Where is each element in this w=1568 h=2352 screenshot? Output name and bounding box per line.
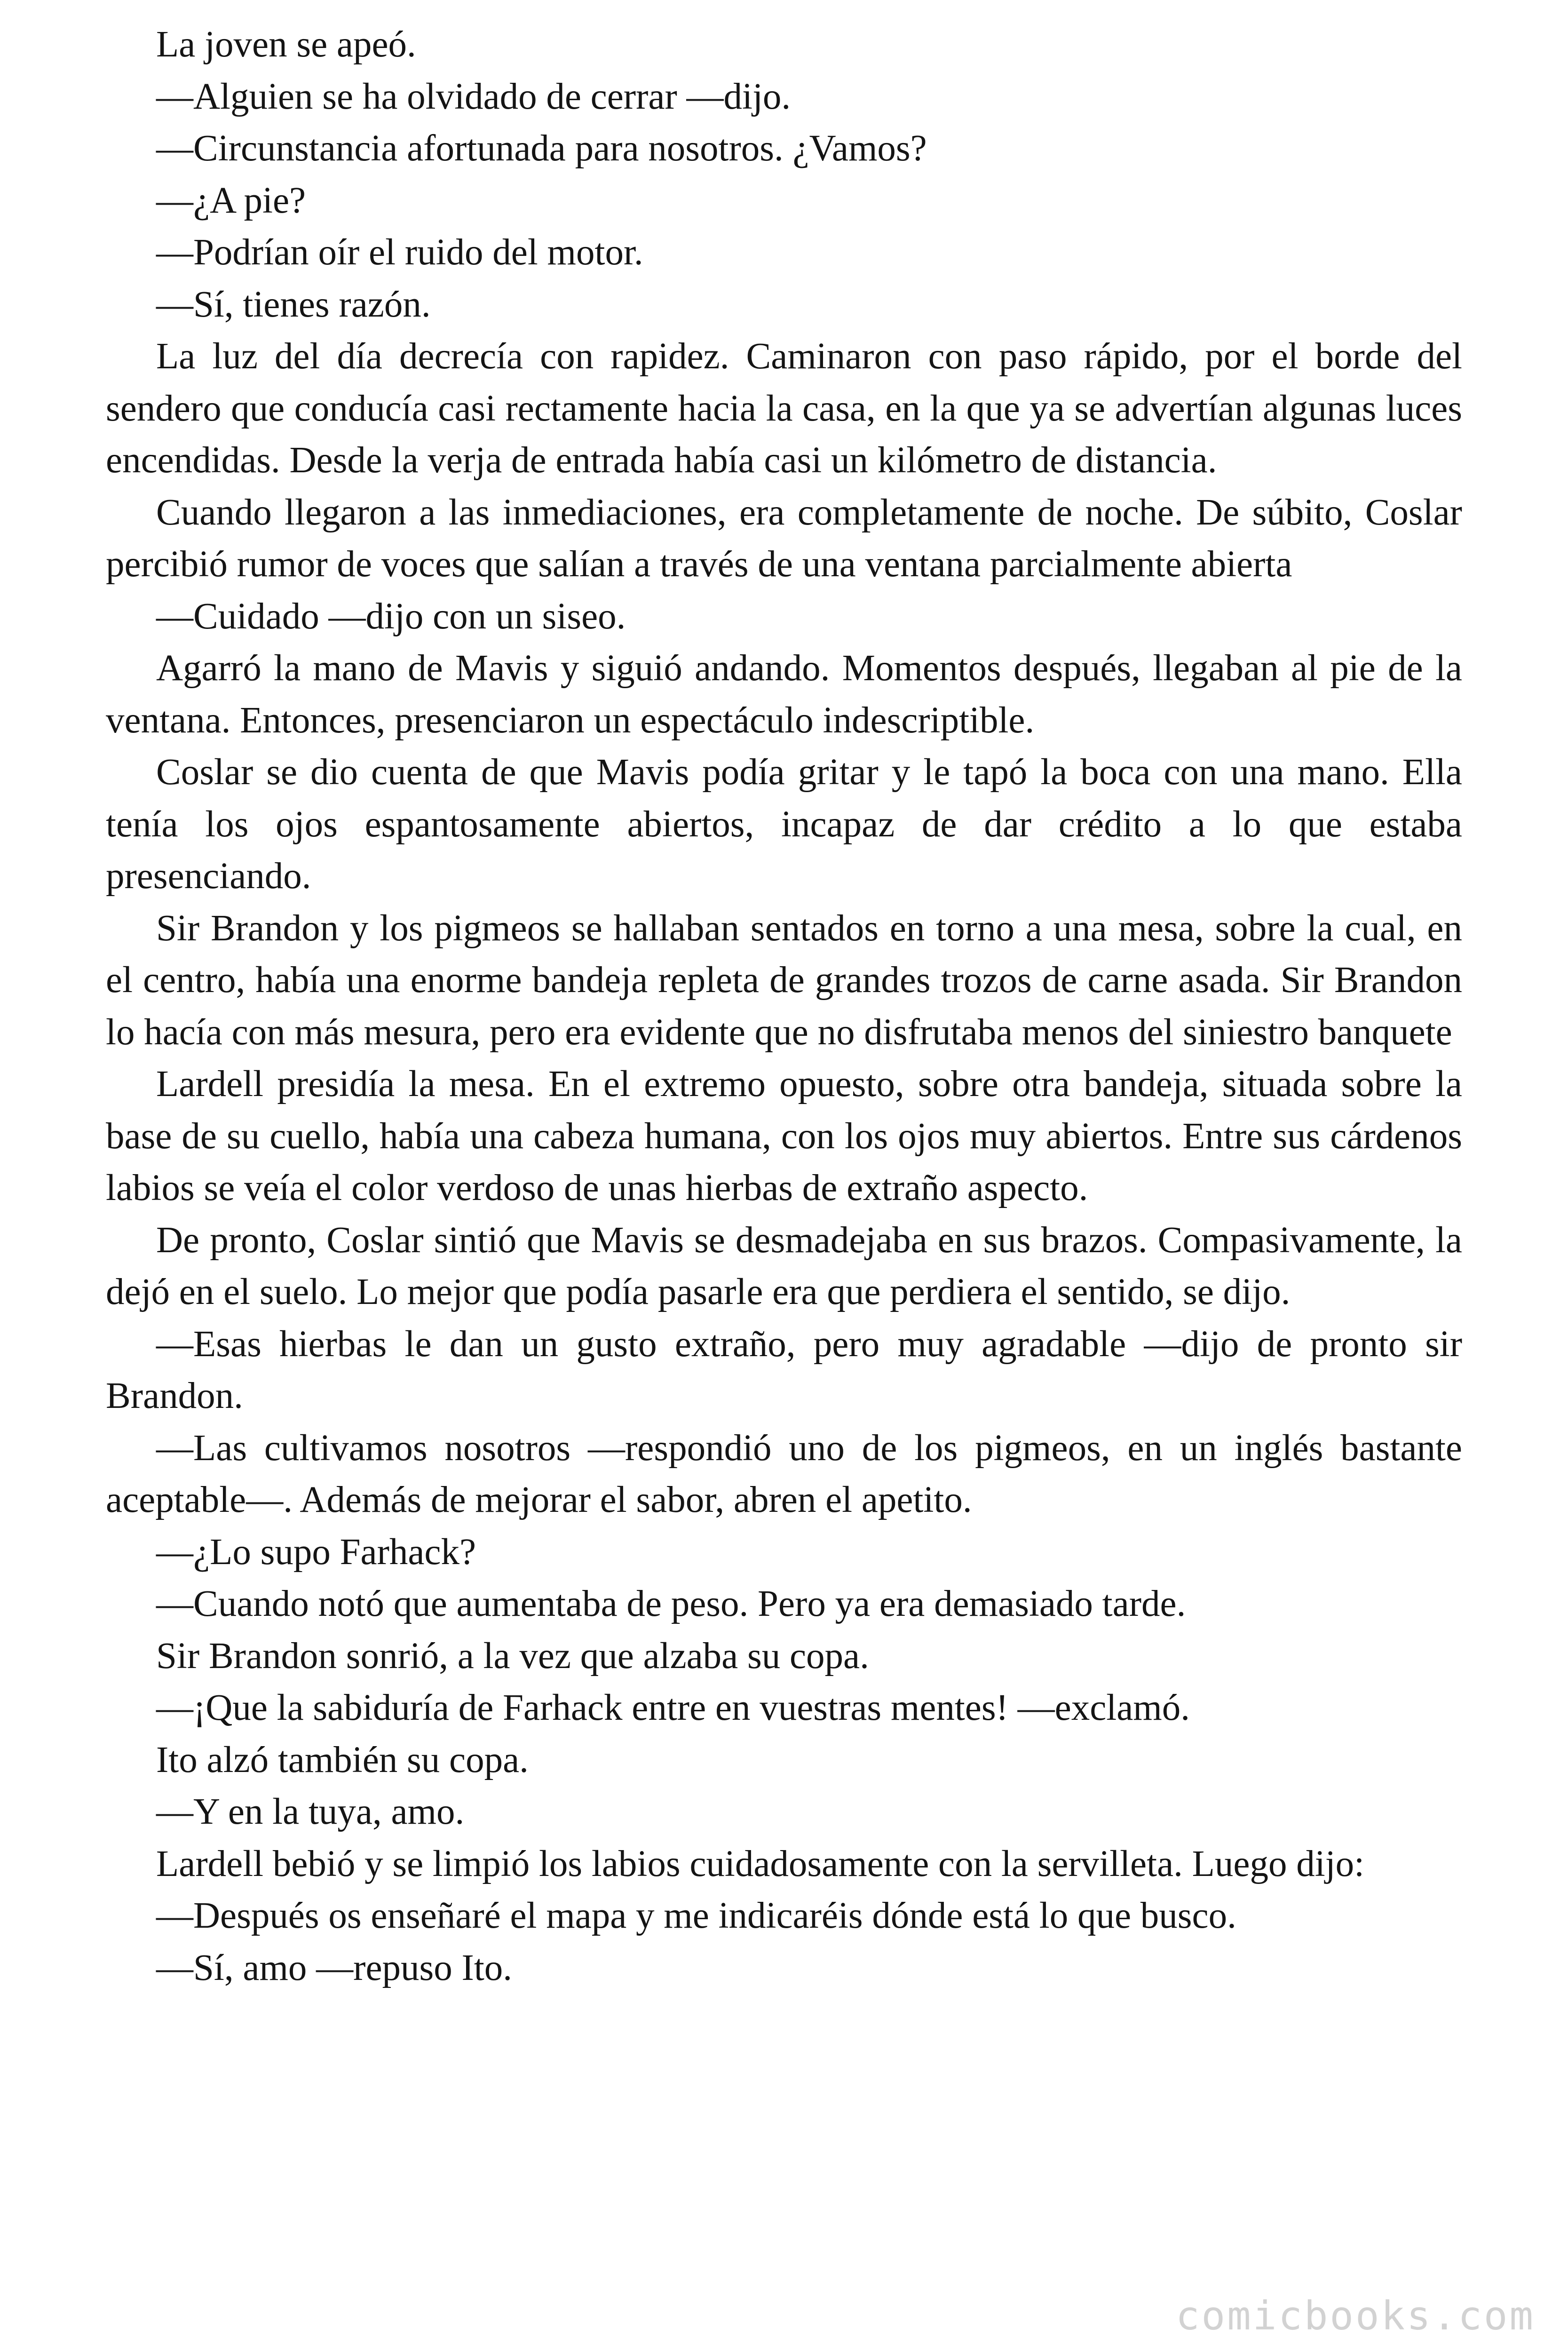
paragraph: —Podrían oír el ruido del motor. [156, 232, 643, 273]
paragraph: —Después os enseñaré el mapa y me indicaréis dónde está lo que busco. [156, 1895, 1236, 1936]
paragraph: —Circunstancia afortunada para nosotros. ¿Vamos? [156, 128, 927, 169]
paragraph: La luz del día decrecía con rapidez. Caminaron con paso rápido, por el borde del sendero que conducía casi rectamente hacia la casa, en la que ya se advertían algunas luces encendidas. Desde la verja de entrada había casi un kilómetro de distancia. [106, 336, 1462, 481]
paragraph: —Sí, tienes razón. [156, 284, 431, 325]
paragraph: —Esas hierbas le dan un gusto extraño, pero muy agradable —dijo de pronto sir Brandon. [106, 1323, 1462, 1416]
watermark: comicbooks.com [1175, 2293, 1535, 2339]
page-text [106, 19, 1462, 1994]
paragraph: —¿Lo supo Farhack? [156, 1531, 476, 1573]
paragraph: Cuando llegaron a las inmediaciones, era completamente de noche. De súbito, Coslar percibió rumor de voces que salían a través de una ventana parcialmente abierta [106, 492, 1462, 585]
paragraph: —Sí, amo —repuso Ito. [156, 1947, 513, 1988]
paragraph: De pronto, Coslar sintió que Mavis se desmadejaba en sus brazos. Compasivamente, la dejó en el suelo. Lo mejor que podía pasarle era que perdiera el sentido, se dijo. [106, 1219, 1462, 1312]
paragraph: —Alguien se ha olvidado de cerrar —dijo. [156, 76, 791, 117]
paragraph: —Cuidado —dijo con un siseo. [156, 596, 626, 637]
paragraph: Agarró la mano de Mavis y siguió andando. Momentos después, llegaban al pie de la ventana. Entonces, presenciaron un espectáculo indescriptible. [106, 648, 1462, 741]
paragraph: Coslar se dio cuenta de que Mavis podía gritar y le tapó la boca con una mano. Ella tenía los ojos espantosamente abiertos, incapaz de dar crédito a lo que estaba presenciando. [106, 752, 1462, 897]
paragraph: —¡Que la sabiduría de Farhack entre en vuestras mentes! —exclamó. [156, 1687, 1190, 1728]
paragraph: Lardell presidía la mesa. En el extremo opuesto, sobre otra bandeja, situada sobre la base de su cuello, había una cabeza humana, con los ojos muy abiertos. Entre sus cárdenos labios se veía el color verdoso de unas hierbas de extraño aspecto. [106, 1064, 1462, 1208]
paragraph: —Y en la tuya, amo. [156, 1791, 465, 1832]
paragraph: La joven se apeó. [156, 24, 416, 65]
paragraph: Lardell bebió y se limpió los labios cuidadosamente con la servilleta. Luego dijo: [156, 1843, 1365, 1884]
paragraph: —Las cultivamos nosotros —respondió uno de los pigmeos, en un inglés bastante aceptable—. Además de mejorar el sabor, abren el apetito. [106, 1427, 1462, 1520]
paragraph: Sir Brandon sonrió, a la vez que alzaba su copa. [156, 1635, 869, 1677]
paragraph: Ito alzó también su copa. [156, 1739, 529, 1780]
paragraph: —Cuando notó que aumentaba de peso. Pero ya era demasiado tarde. [156, 1583, 1186, 1624]
paragraph: Sir Brandon y los pigmeos se hallaban sentados en torno a una mesa, sobre la cual, en el centro, había una enorme bandeja repleta de grandes trozos de carne asada. Sir Brandon lo hacía con más mesura, pero era evidente que no disfrutaba menos del siniestro banquete [106, 907, 1462, 1053]
paragraph: —¿A pie? [156, 180, 306, 221]
